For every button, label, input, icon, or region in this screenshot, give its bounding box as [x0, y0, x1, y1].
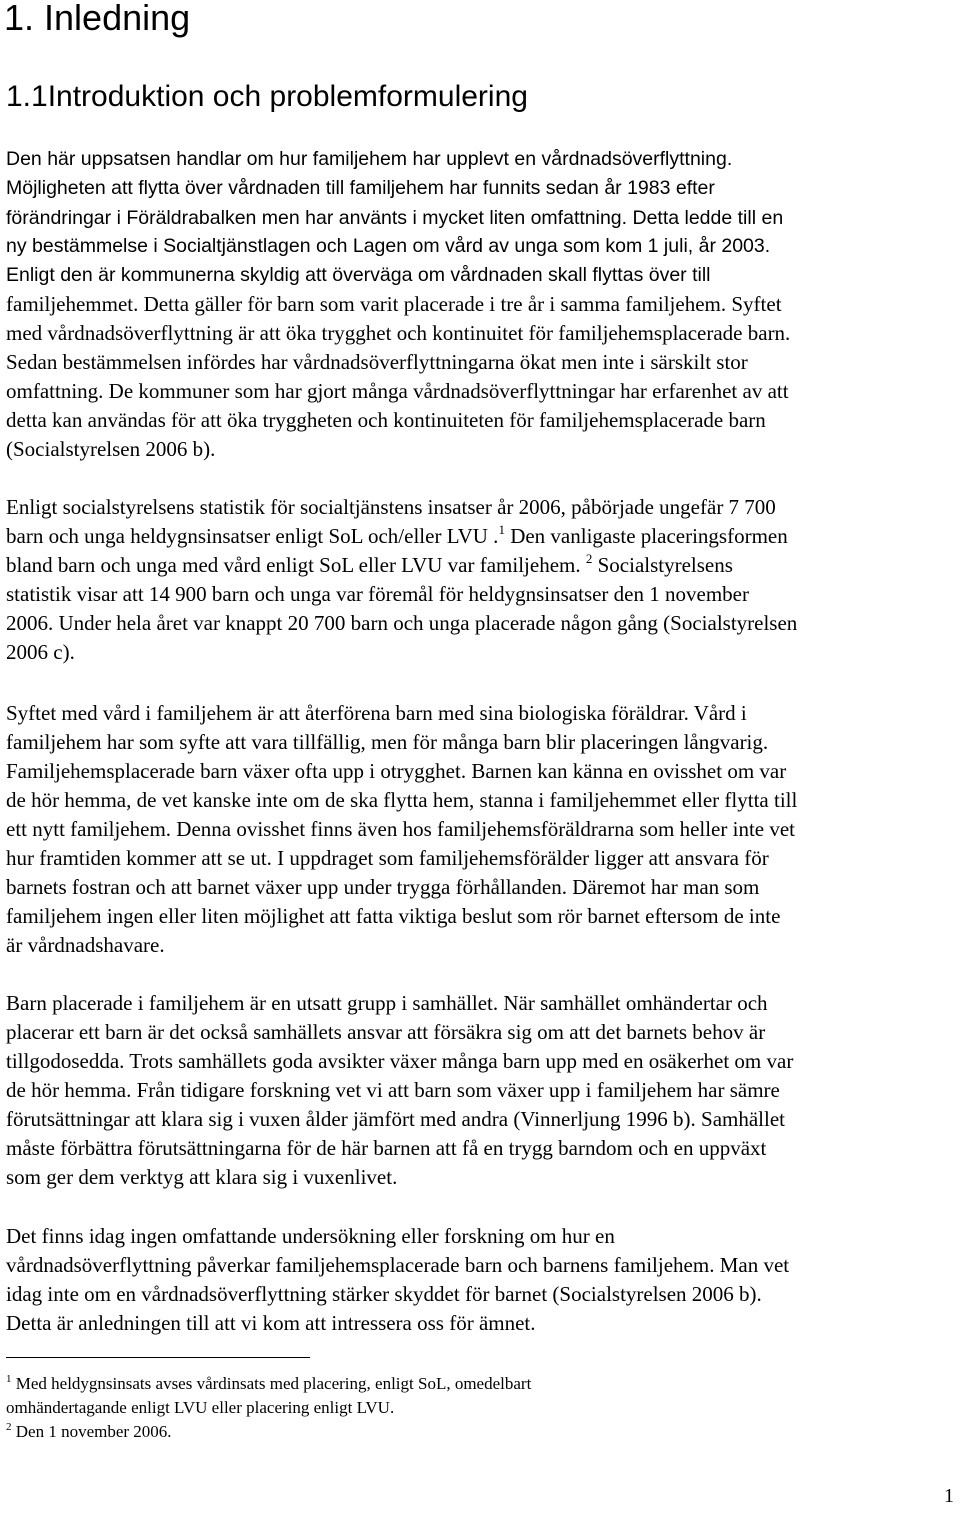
chapter-heading: 1. Inledning — [4, 0, 191, 38]
text-span: förändringar i Föräldrabalken men har använts i mycket liten omfattning. — [6, 207, 628, 229]
text-line: barnets fostran och att barnet växer upp under trygga förhållanden. Däremot har man som — [6, 875, 760, 899]
text-line: idag inte om en vårdnadsöverflyttning stärker skyddet för barnet (Socialstyrelsen 2006 b). — [6, 1282, 762, 1306]
text-line: med vårdnadsöverflyttning är att öka trygghet och kontinuitet för familjehemsplacerade barn. — [6, 321, 791, 345]
paragraph-1 — [0, 145, 960, 464]
text-span: Den vanligaste placeringsformen — [504, 524, 788, 548]
text-line: statistik visar att 14 900 barn och unga var föremål för heldygnsinsatser den 1 november — [6, 582, 749, 606]
footnote-ref-2: 2 — [585, 551, 593, 566]
section-heading: 1.1Introduktion och problemformulering — [6, 80, 528, 113]
text-line: 2006 c). — [6, 640, 75, 664]
footnotes — [0, 1372, 531, 1444]
footnote-marker-2: 2 — [6, 1421, 12, 1433]
text-line: de hör hemma. Från tidigare forskning vet vi att barn som växer upp i familjehem har sämre — [6, 1078, 780, 1102]
text-line: Den här uppsatsen handlar om hur familjehem har upplevt en vårdnadsöverflyttning. — [6, 148, 733, 170]
text-line: detta kan användas för att öka tryggheten och kontinuiteten för familjehemsplacerade barn — [6, 408, 766, 432]
footnote-2 — [0, 1420, 531, 1444]
text-line: familjehem ingen eller liten möjlighet att fatta viktiga beslut som rör barnet eftersom de inte — [6, 904, 781, 928]
text-line: Det finns idag ingen omfattande undersökning eller forskning om hur en — [6, 1224, 615, 1248]
text-line: vårdnadsöverflyttning påverkar familjehemsplacerade barn och barnens familjehem. Man vet — [6, 1253, 790, 1277]
text-line — [0, 551, 960, 580]
text-line: (Socialstyrelsen 2006 b). — [6, 437, 216, 461]
text-line: måste förbättra förutsättningarna för de här barnen att få en trygg barndom och en uppväxt — [6, 1136, 767, 1160]
text-line: Enligt socialstyrelsens statistik för socialtjänstens insatser år 2006, påbörjade ungefär 7 700 — [6, 495, 776, 519]
text-line: placerar ett barn är det också samhällets ansvar att försäkra sig om att det barnets behov är — [6, 1020, 766, 1044]
text-line: de hör hemma, de vet kanske inte om de ska flytta hem, stanna i familjehemmet eller flytta till — [6, 788, 798, 812]
paragraph-4 — [0, 989, 960, 1192]
text-line: Sedan bestämmelsen infördes har vårdnadsöverflyttningarna ökat men inte i särskilt stor — [6, 350, 748, 374]
text-line: tillgodosedda. Trots samhällets goda avsikter växer många barn upp med en osäkerhet om var — [6, 1049, 794, 1073]
page-number: 1 — [944, 1485, 954, 1507]
text-line: omfattning. De kommuner som har gjort många vårdnadsöverflyttningar har erfarenhet av att — [6, 379, 789, 403]
text-span: Med heldygnsinsats avses vårdinsats med placering, enligt SoL, omedelbart — [11, 1374, 532, 1393]
footnote-1-cont: omhändertagande enligt LVU eller placering enligt LVU. — [6, 1398, 395, 1417]
text-span: bland barn och unga med vård enligt SoL eller LVU var familjehem. — [6, 553, 581, 577]
text-span: barn och unga heldygnsinsatser enligt SoL och/eller LVU . — [6, 524, 499, 548]
text-line: familjehemmet. Detta gäller för barn som varit placerade i tre år i samma familjehem. Syftet — [6, 292, 782, 316]
text-span: Socialstyrelsens — [592, 553, 733, 577]
text-line: förutsättningar att klara sig i vuxen ålder jämfört med andra (Vinnerljung 1996 b). Samhället — [6, 1107, 786, 1131]
footnote-1 — [0, 1372, 531, 1396]
text-line — [0, 203, 960, 232]
footnote-marker-1: 1 — [6, 1373, 12, 1385]
paragraph-5 — [0, 1222, 960, 1338]
paragraph-3 — [0, 699, 960, 960]
text-line: 2006. Under hela året var knappt 20 700 barn och unga placerade någon gång (Socialstyrelsen — [6, 611, 798, 635]
text-line: Syftet med vård i familjehem är att återförena barn med sina biologiska föräldrar. Vård i — [6, 701, 747, 725]
text-line: Enligt den är kommunerna skyldig att överväga om vårdnaden skall flyttas över till — [6, 264, 711, 286]
text-span: Den 1 november 2006. — [11, 1422, 172, 1441]
text-line: Detta är anledningen till att vi kom att intressera oss för ämnet. — [6, 1311, 536, 1335]
text-line: ny bestämmelse i Socialtjänstlagen och Lagen om vård av unga som kom 1 juli, år 2003. — [6, 235, 771, 257]
text-line: Familjehemsplacerade barn växer ofta upp i otrygghet. Barnen kan känna en ovisshet om var — [6, 759, 787, 783]
footnote-separator — [6, 1357, 310, 1358]
text-line: familjehem har som syfte att vara tillfällig, men för många barn blir placeringen långvarig. — [6, 730, 769, 754]
text-line: hur framtiden kommer att se ut. I uppdraget som familjehemsförälder ligger att ansvara för — [6, 846, 769, 870]
text-span: Detta ledde till en — [627, 207, 784, 229]
text-line: ett nytt familjehem. Denna ovisshet finns även hos familjehemsföräldrarna som heller inte vet — [6, 817, 796, 841]
text-line: Möjligheten att flytta över vårdnaden till familjehem har funnits sedan år 1983 efter — [6, 177, 715, 199]
text-line: är vårdnadshavare. — [6, 933, 165, 957]
text-line: som ger dem verktyg att klara sig i vuxenlivet. — [6, 1165, 398, 1189]
footnote-ref-1: 1 — [498, 522, 505, 537]
text-line — [0, 522, 960, 551]
text-line: Barn placerade i familjehem är en utsatt grupp i samhället. När samhället omhändertar och — [6, 991, 768, 1015]
paragraph-2 — [0, 493, 960, 667]
